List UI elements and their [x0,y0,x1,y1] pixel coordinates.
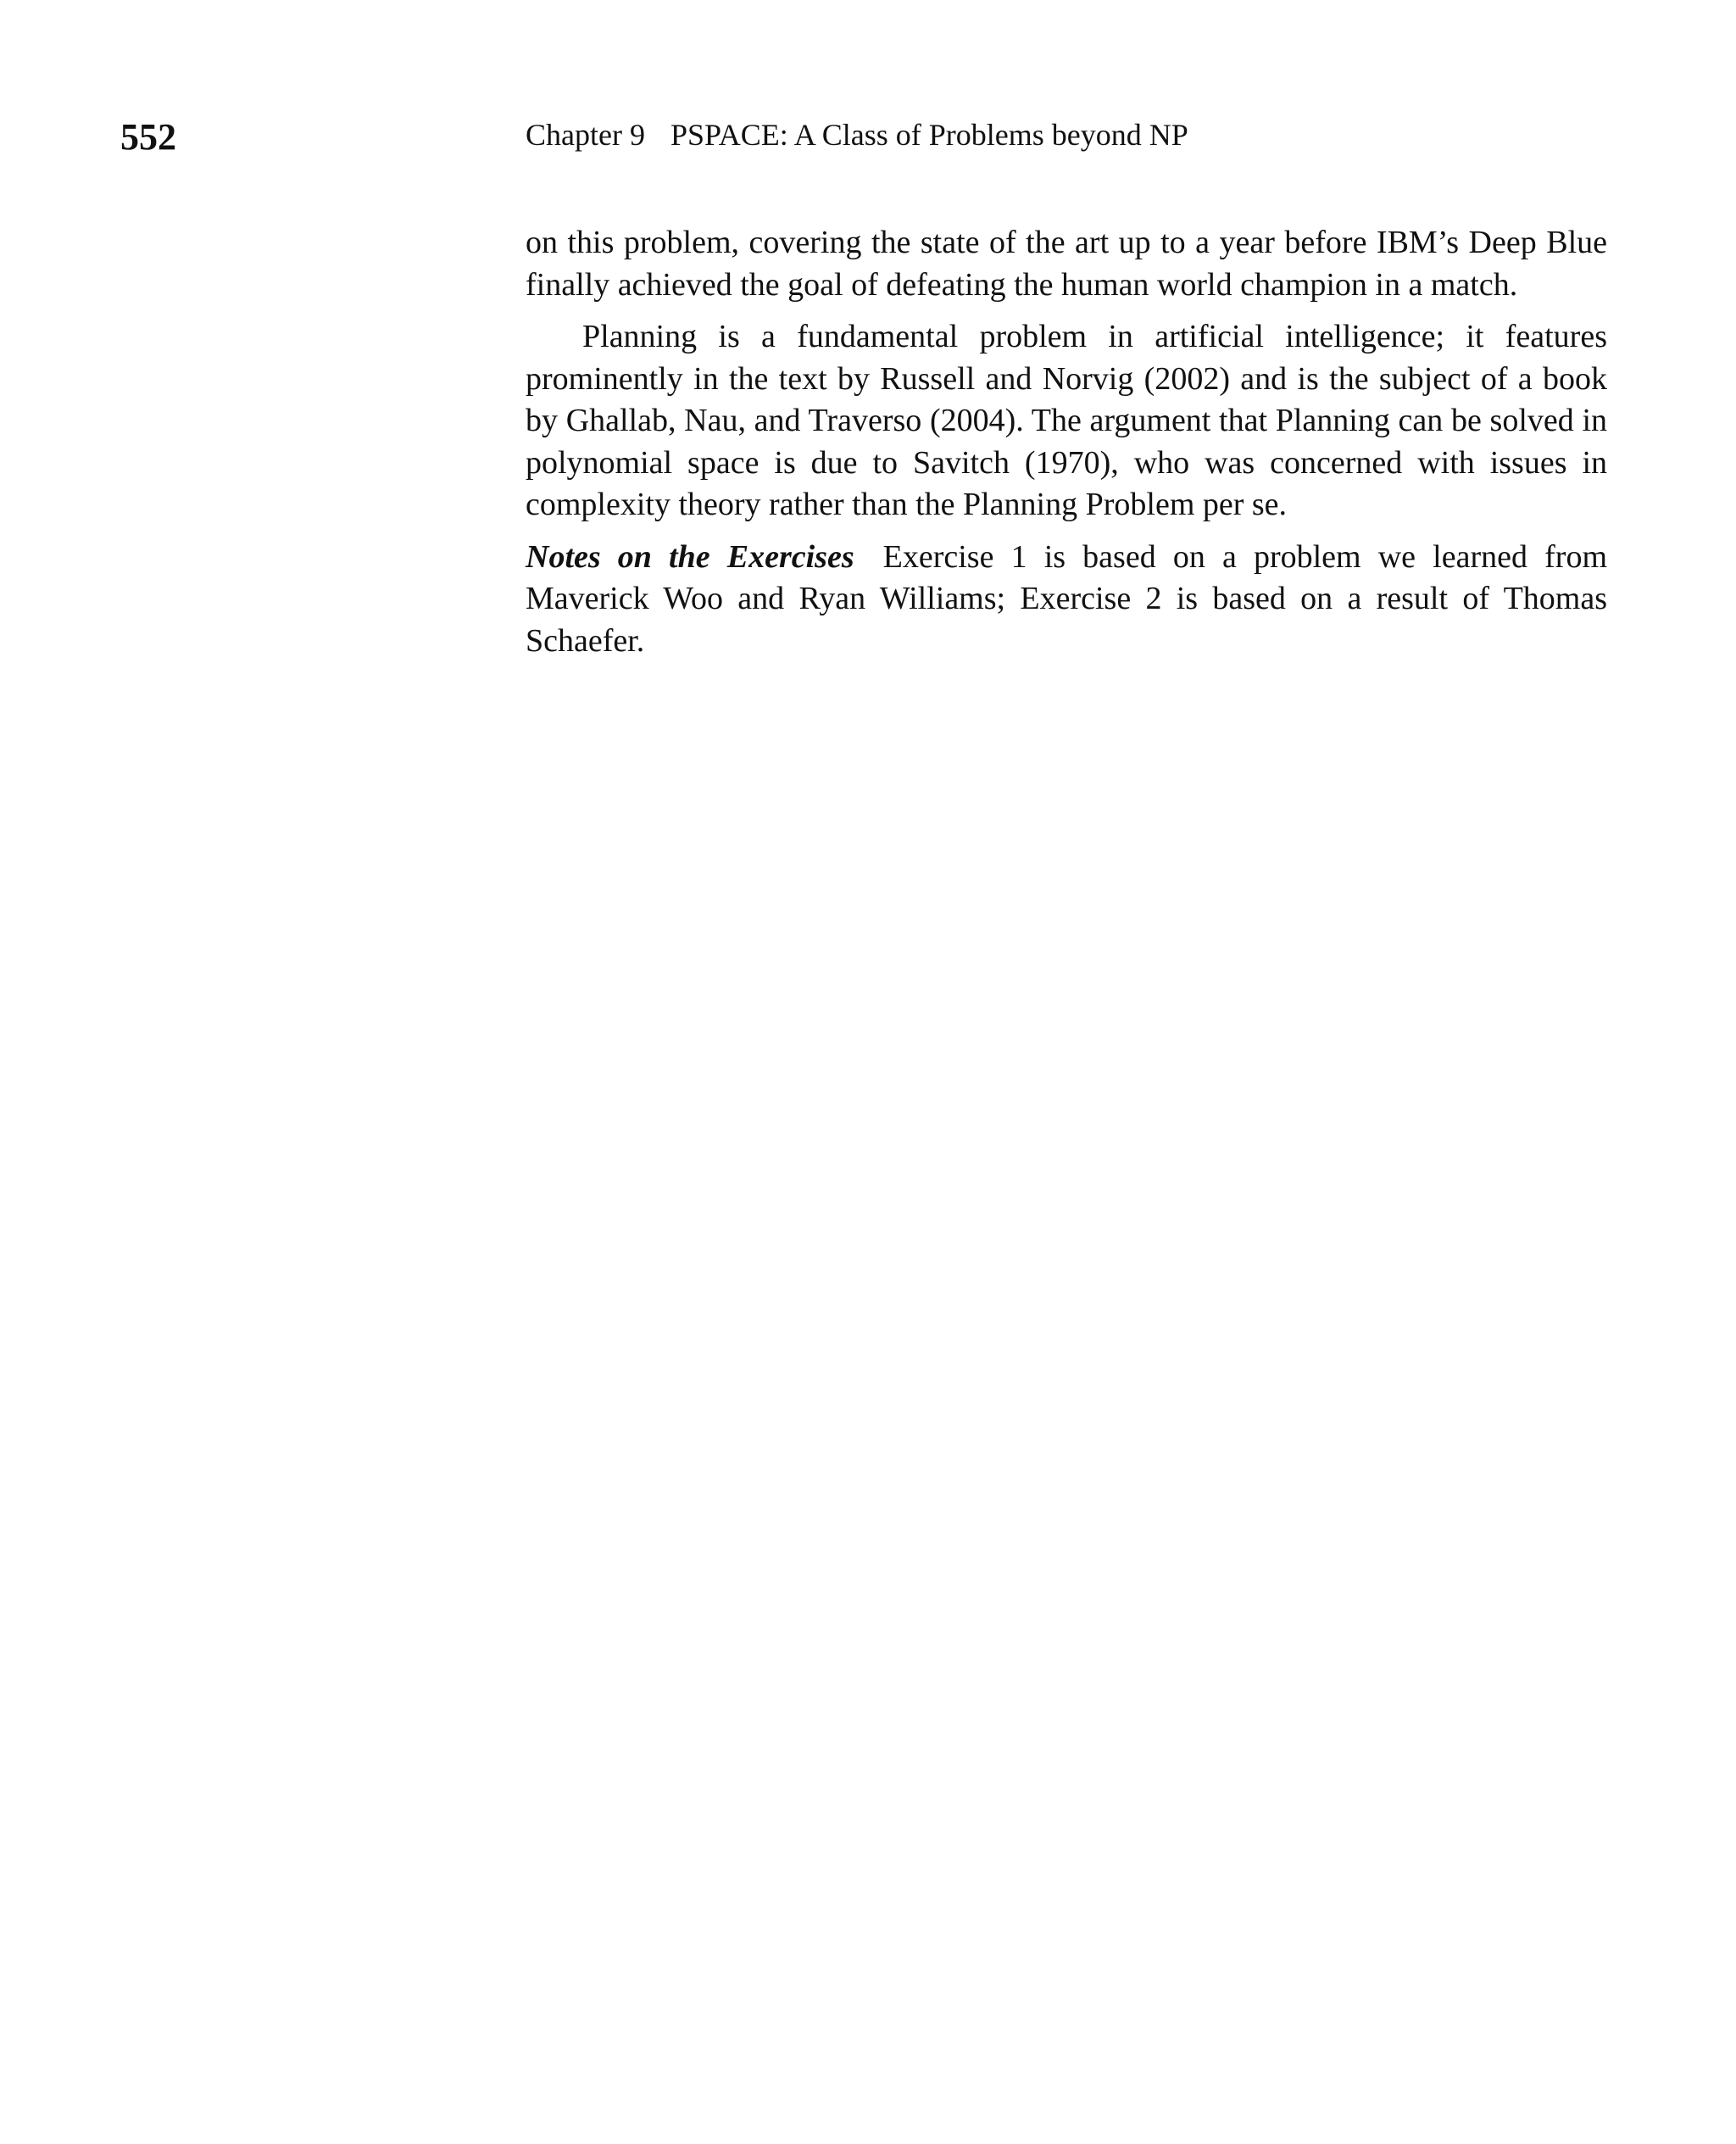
notes-paragraph [526,537,1607,663]
chapter-title: PSPACE: A Class of Problems beyond NP [670,118,1188,152]
notes-text: Exercise 1 is based on a problem we learned from Maverick Woo and Ryan Williams; Exercise 2 is based on a result of Thomas Schaefer. [526,538,1607,659]
paragraph-planning: Planning is a fundamental problem in artificial intelligence; it features prominently in the text by Russell and Norvig (2002) and is the subject of a book by Ghallab, Nau, and Traverso (2004). The argument that Planning can be solved in polynomial space is due to Savitch (1970), who was concerned with issues in complexity theory rather than the Planning Problem per se. [526,319,1607,522]
notes-heading: Notes on the Exercises [526,538,854,575]
main-text [526,222,1607,672]
paragraph-continued: on this problem, covering the state of the art up to a year before IBM’s Deep Blue finally achieved the goal of defeating the human world champion in a match. [526,225,1607,303]
running-head [526,116,1188,153]
chapter-label: Chapter 9 [526,118,645,152]
page-number: 552 [120,116,176,158]
